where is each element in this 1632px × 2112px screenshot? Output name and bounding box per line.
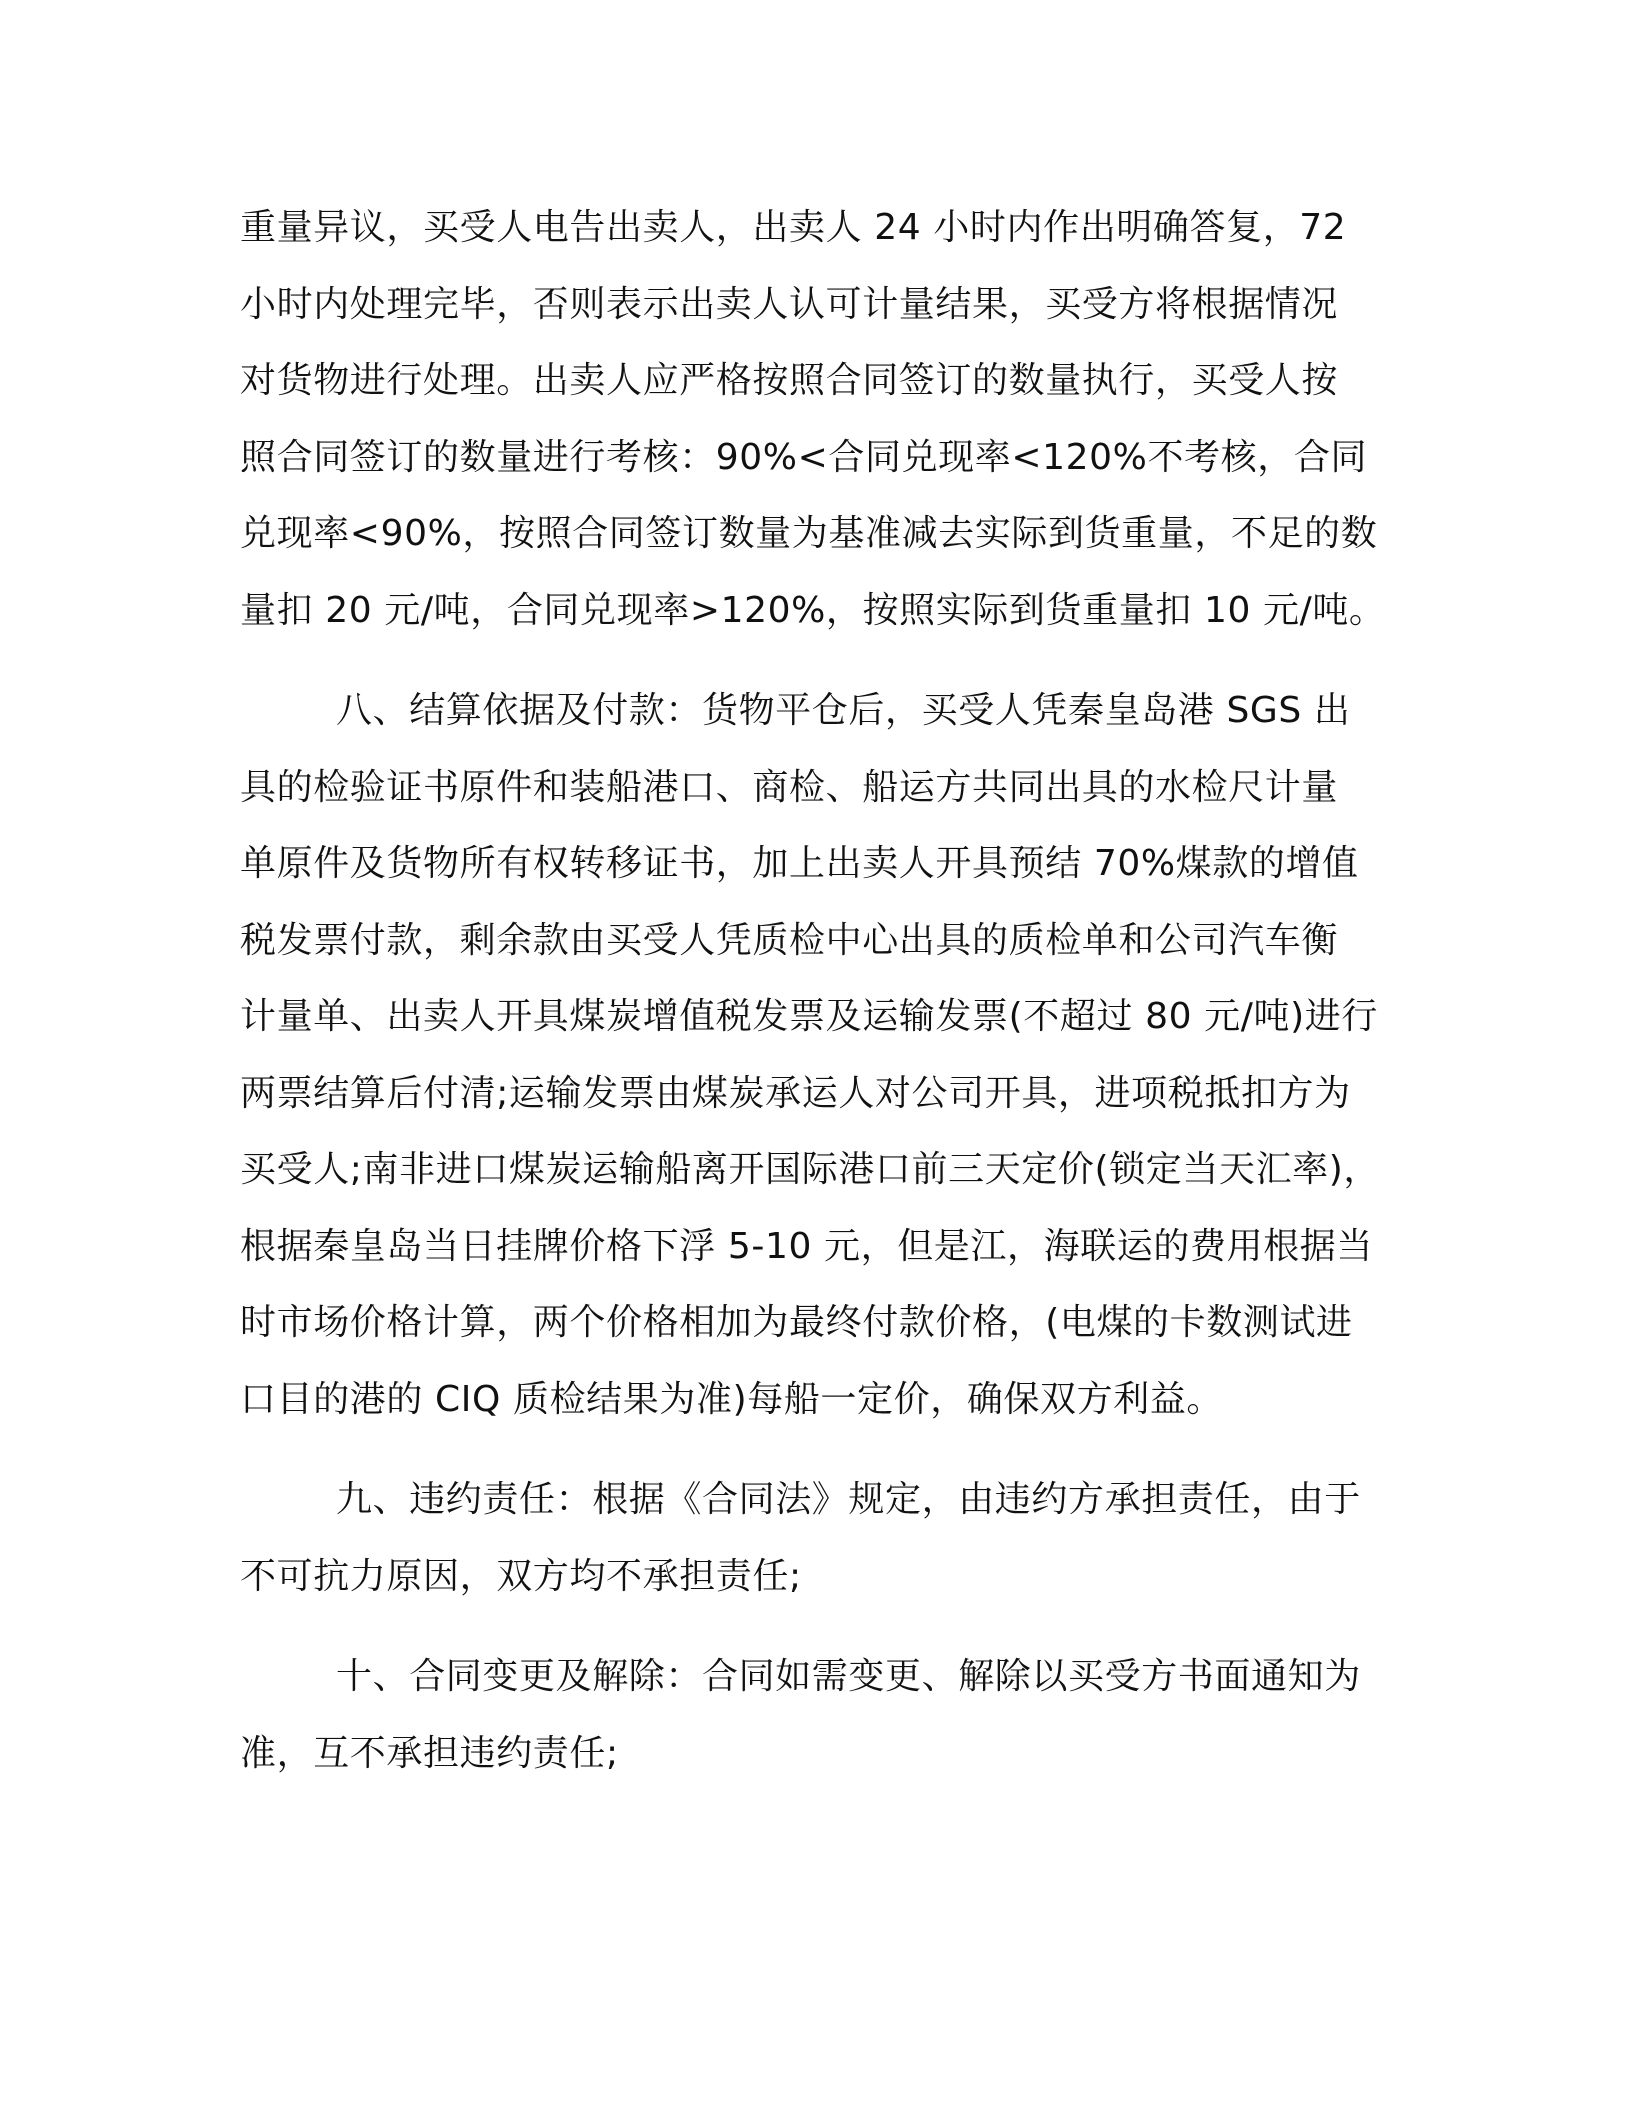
text-line: 时市场价格计算，两个价格相加为最终付款价格，(电煤的卡数测试进 bbox=[240, 1302, 1353, 1343]
paragraph-breach-liability bbox=[240, 1462, 1390, 1615]
text-line: 小时内处理完毕，否则表示出卖人认可计量结果，买受方将根据情况 bbox=[240, 283, 1339, 325]
text-line: 具的检验证书原件和装船港口、商检、船运方共同出具的水检尺计量 bbox=[240, 766, 1339, 808]
text-line: 口目的港的 CIQ 质检结果为准)每船一定价，确保双方利益。 bbox=[240, 1378, 1224, 1420]
document-body bbox=[240, 190, 1390, 1792]
section-heading-line: 八、结算依据及付款：货物平仓后，买受人凭秦皇岛港 SGS 出 bbox=[336, 690, 1351, 731]
text-line: 重量异议，买受人电告出卖人，出卖人 24 小时内作出明确答复，72 bbox=[240, 207, 1347, 248]
text-line: 照合同签订的数量进行考核：90%<合同兑现率<120%不考核，合同 bbox=[240, 436, 1368, 478]
paragraph-weight-dispute bbox=[240, 190, 1390, 649]
text-line: 准，互不承担违约责任; bbox=[240, 1732, 619, 1774]
text-line: 量扣 20 元/吨，合同兑现率>120%，按照实际到货重量扣 10 元/吨。 bbox=[240, 589, 1386, 631]
text-line: 税发票付款，剩余款由买受人凭质检中心出具的质检单和公司汽车衡 bbox=[240, 919, 1339, 961]
paragraph-settlement-payment bbox=[240, 673, 1390, 1438]
text-line: 计量单、出卖人开具煤炭增值税发票及运输发票(不超过 80 元/吨)进行 bbox=[240, 996, 1378, 1037]
section-heading-line: 九、违约责任：根据《合同法》规定，由违约方承担责任，由于 bbox=[336, 1479, 1361, 1520]
text-line: 两票结算后付清;运输发票由煤炭承运人对公司开具，进项税抵扣方为 bbox=[240, 1072, 1351, 1114]
text-line: 单原件及货物所有权转移证书，加上出卖人开具预结 70%煤款的增值 bbox=[240, 843, 1359, 884]
text-line: 买受人;南非进口煤炭运输船离开国际港口前三天定价(锁定当天汇率)， bbox=[240, 1149, 1381, 1190]
text-line: 对货物进行处理。出卖人应严格按照合同签订的数量执行，买受人按 bbox=[240, 360, 1339, 401]
section-heading-line: 十、合同变更及解除：合同如需变更、解除以买受方书面通知为 bbox=[336, 1656, 1361, 1697]
text-line: 不可抗力原因，双方均不承担责任; bbox=[240, 1555, 802, 1597]
paragraph-contract-change bbox=[240, 1639, 1390, 1792]
text-line: 兑现率<90%，按照合同签订数量为基准减去实际到货重量，不足的数 bbox=[240, 513, 1378, 554]
text-line: 根据秦皇岛当日挂牌价格下浮 5-10 元，但是江，海联运的费用根据当 bbox=[240, 1225, 1373, 1267]
